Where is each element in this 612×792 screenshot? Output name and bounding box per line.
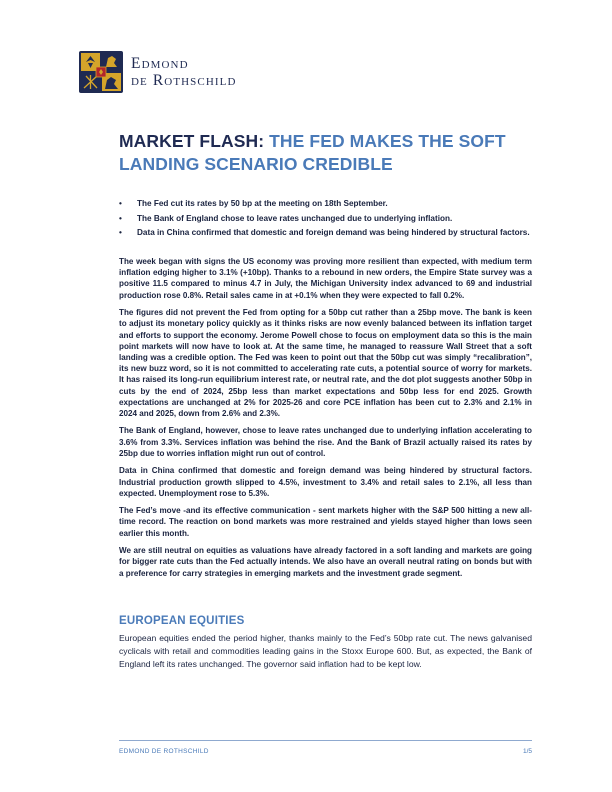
section-text: European equities ended the period higher, thanks mainly to the Fed’s 50bp rate cut. The news galvanised cyclicals with retail and commodities leading gains in the Stoxx Europe 600. But, as expected, the Bank of England left its rates unchanged. The governor said inflation had to be kept low. <box>119 633 532 669</box>
footer-divider <box>119 740 532 741</box>
paragraph: The Bank of England, however, chose to leave rates unchanged due to underlying inflation accelerating to 3.6% from 3.3%. Services inflation was behind the rise. And the Bank of Brazil actually raised its rates by 25bp due to worries inflation might run out of control. <box>119 426 532 458</box>
key-point-item <box>119 213 532 224</box>
key-point-text: The Fed cut its rates by 50 bp at the meeting on 18th September. <box>137 199 388 208</box>
key-point-text: Data in China confirmed that domestic and foreign demand was being hindered by structural factors. <box>137 228 530 237</box>
section-heading: EUROPEAN EQUITIES <box>119 615 245 627</box>
page-title <box>119 130 549 176</box>
key-point-item <box>119 227 532 238</box>
paragraph: The week began with signs the US economy was proving more resilient than expected, with medium term inflation edging higher to 3.1% (+10bp). Thanks to a rebound in new orders, the Empire State survey was a positive 11.5 compared to minus 4.7 in July, the Michigan University index advanced to 69 and industrial production rose 0.8%. Retail sales came in at +0.1% when they were expected to fall 0.2%. <box>119 257 532 300</box>
paragraph: The Fed’s move -and its effective communication - sent markets higher with the S&P 500 hitting a new all-time record. The reaction on bond markets was more restrained and yields stayed higher than lows seen earlier this month. <box>119 506 532 538</box>
footer-brand: EDMOND DE ROTHSCHILD <box>119 748 209 755</box>
brand-line-2: de Rothschild <box>131 72 237 89</box>
crest-icon <box>78 50 124 94</box>
paragraph: The figures did not prevent the Fed from opting for a 50bp cut rather than a 25bp move. The bank is keen to adjust its monetary policy quickly as it thinks risks are now evenly balanced between its inflation target and efforts to support the economy. Jerome Powell chose to focus on employment data so this is the main point markets will now have to look at. At the same time, he managed to reassure Wall Street that a soft landing was a credible option. The Fed was keen to point out that the 50bp cut was simply “recalibration”, its new buzz word, so it is not committed to accelerating rate cuts, a potential source of worry for markets. It has raised its long-run equilibrium interest rate, or neutral rate, and the dot plot suggests another 50bp in cuts by the end of 2024, 25bp less than market expectations and 50bp less for end 2025. Growth expectations are unchanged at 2% for 2025-26 and core PCE inflation has been cut to 2.3% and 2.1% in 2024 and 2025, down from 2.6% and 2.3%. <box>119 308 532 418</box>
key-points-list <box>119 198 532 242</box>
bullet-icon: • <box>119 199 122 208</box>
key-point-item <box>119 198 532 209</box>
bullet-icon: • <box>119 213 122 223</box>
title-prefix: MARKET FLASH: <box>119 131 270 151</box>
article-body <box>119 256 532 585</box>
bullet-icon: • <box>119 228 122 237</box>
paragraph: We are still neutral on equities as valuations have already factored in a soft landing and markets are going for bigger rate cuts than the Fed actually intends. We also have an overall neutral rating on bonds but with a preference for carry strategies in emerging markets and the investment grade segment. <box>119 546 532 578</box>
paragraph: Data in China confirmed that domestic and foreign demand was being hindered by structural factors. Industrial production growth slipped to 4.5%, investment to 3.4% and retail sales to 2.1%, all less than expected. Unemployment rose to 5.3%. <box>119 466 532 498</box>
title-main: THE FED MAKES THE SOFT LANDING SCENARIO CREDIBLE <box>119 131 506 174</box>
page-number: 1/5 <box>522 748 532 755</box>
key-point-text: The Bank of England chose to leave rates unchanged due to underlying inflation. <box>137 213 453 223</box>
brand-line-1: Edmond <box>131 55 189 72</box>
brand-name <box>131 55 237 89</box>
company-logo <box>78 50 278 94</box>
